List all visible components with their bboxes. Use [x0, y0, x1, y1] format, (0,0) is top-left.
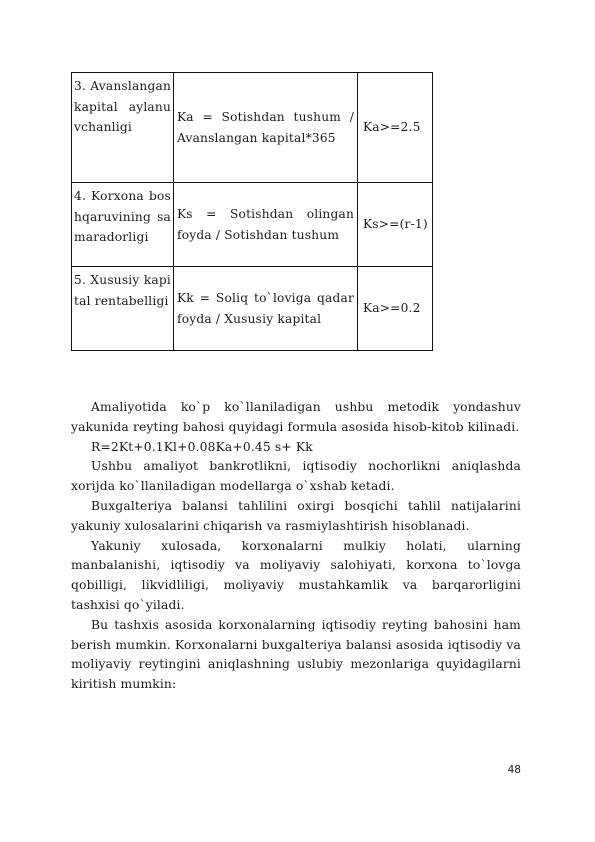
paragraph: Ushbu amaliyot bankrotlikni, iqtisodiy nochorlikni aniqlashda xorijda ko`llaniladigan modellarga o`xshab ketadi.	[71, 459, 521, 494]
table-row	[72, 183, 433, 267]
paragraph: Amaliyotida ko`p ko`llaniladigan ushbu metodik yondashuv yakunida reyting bahosi quyidagi formula asosida hisob-kitob kilinadi.	[71, 400, 521, 434]
paragraph: Yakuniy xulosada, korxonalarni mulkiy holati, ularning manbalanishi, iqtisodiy va moliyaviy salohiyati, korxona to`lovga qobilligi, likvidliligi, moliyaviy mustahkamlik va barqarorligini tashxisi qo`yiladi.	[71, 538, 521, 612]
indicator-norm: Ka>=0.2	[358, 267, 433, 351]
indicator-formula: Ks = Sotishdan olingan foyda / Sotishdan tushum	[174, 183, 358, 267]
page-number: 48	[507, 764, 521, 776]
rating-formula: R=2Kt+0.1Kl+0.08Ka+0.45 s+ Kk	[91, 439, 313, 454]
table-row	[72, 267, 433, 351]
indicator-name: 4. Korxona boshqaruvining samaradorligi	[72, 183, 174, 267]
indicator-norm: Ka>=2.5	[358, 73, 433, 183]
indicator-formula: Kk = Soliq to`loviga qadar foyda / Xususiy kapital	[174, 267, 358, 351]
paragraph: Bu tashxis asosida korxonalarning iqtisodiy reyting bahosini ham berish mumkin. Korxonalarni buxgalteriya balansi asosida iqtisodiy va moliyaviy reytingini aniqlashning uslubiy mezonlariga quyidagilarni kiritish mumkin:	[71, 617, 521, 692]
indicator-norm: Ks>=(r-1)	[358, 183, 433, 267]
indicator-name: 3. Avanslangan kapital aylanuvchanligi	[72, 73, 174, 183]
table-row	[72, 73, 433, 183]
paragraph: Buxgalteriya balansi tahlilini oxirgi bosqichi tahlil natijalarini yakuniy xulosalarini chiqarish va rasmiylashtirish hisoblanadi.	[71, 498, 521, 533]
body-text	[71, 398, 521, 695]
indicator-name: 5. Xususiy kapital rentabelligi	[72, 267, 174, 351]
indicator-formula: Ka = Sotishdan tushum / Avanslangan kapital*365	[174, 73, 358, 183]
indicators-table	[71, 72, 433, 351]
